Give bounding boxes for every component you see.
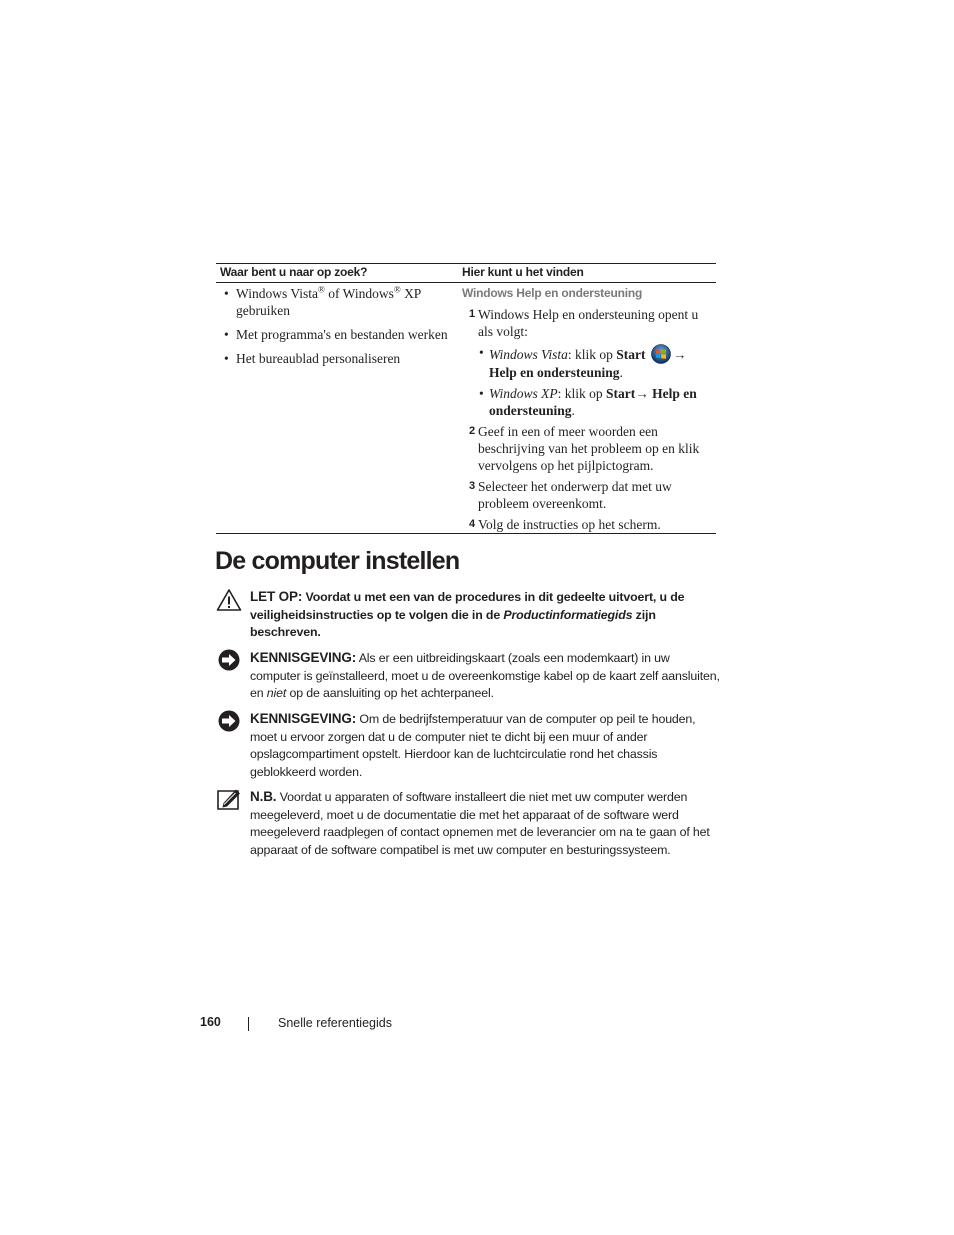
windows-start-icon: [651, 344, 671, 364]
list-item: • Het bureaublad personaliseren: [224, 350, 454, 367]
step-4: [462, 516, 716, 533]
warning-triangle-icon: [216, 588, 242, 614]
sub-bullet-vista: • Windows Vista: klik op Start → Help en ondersteuning.: [479, 345, 687, 380]
list-item: • Windows Vista® of Windows® XP gebruiken: [224, 285, 454, 319]
step-text: Selecteer het onderwerp dat met uw probleem overeenkomt.: [478, 479, 672, 511]
step-3: [462, 478, 716, 512]
page-number: 160: [200, 1015, 221, 1029]
left-column: [224, 285, 454, 374]
table-header-right: Hier kunt u het vinden: [462, 265, 584, 279]
step-number: 3: [469, 480, 476, 492]
table-header-left: Waar bent u naar op zoek?: [220, 265, 368, 279]
step-number: 4: [469, 518, 476, 530]
notice-arrow-icon: [216, 710, 242, 736]
step-number: 2: [469, 425, 476, 437]
nb-text: N.B. Voordat u apparaten of software installeert die niet met uw computer werden meegeleverd, moet u de documentatie die met het apparaat of de software werd meegeleverd raadplegen of contact opnemen met de leverancier om na te gaan of het apparaat of de software compatibel is met uw computer en besturingssysteem.: [250, 789, 710, 857]
notice-text: KENNISGEVING: Als er een uitbreidingskaart (zoals een modemkaart) in uw computer is geïnstalleerd, moet u de overeenkomstige kabel op de kaart zelf aansluiten, en niet op de aansluiting op het achterpaneel.: [250, 650, 720, 700]
step-1: [462, 306, 716, 340]
footer-separator: [248, 1017, 249, 1031]
sub-bullet-xp: • Windows XP: klik op Start→ Help en ondersteuning.: [479, 386, 697, 418]
list-item: • Met programma's en bestanden werken: [224, 326, 454, 343]
footer-title: Snelle referentiegids: [278, 1016, 392, 1030]
help-heading: Windows Help en ondersteuning: [462, 286, 643, 300]
step-2: [462, 423, 716, 474]
right-column: [462, 285, 716, 537]
note-pencil-icon: [216, 788, 242, 814]
notice-arrow-icon: [216, 649, 242, 675]
table-header-rule: [216, 282, 716, 283]
table-top-rule: [216, 263, 716, 264]
section-title: De computer instellen: [215, 547, 460, 575]
step-text: Geef in een of meer woorden een beschrijving van het probleem op en klik vervolgens op het pijlpictogram.: [478, 424, 700, 473]
step-text: Volg de instructies op het scherm.: [478, 517, 661, 532]
step-number: 1: [469, 308, 476, 320]
caution-text: LET OP: Voordat u met een van de procedures in dit gedeelte uitvoert, u de veiligheidsinstructies op te volgen die in de Productinformatiegids zijn beschreven.: [250, 589, 685, 639]
notice-text: KENNISGEVING: Om de bedrijfstemperatuur van de computer op peil te houden, moet u ervoor zorgen dat u de computer niet te dicht bij een muur of ander opslagcompartiment opstelt. Hierdoor kan de luchtcirculatie rond het chassis geblokkeerd worden.: [250, 711, 696, 779]
table-bottom-rule: [216, 533, 716, 534]
step-text: Windows Help en ondersteuning opent u als volgt:: [478, 307, 699, 339]
